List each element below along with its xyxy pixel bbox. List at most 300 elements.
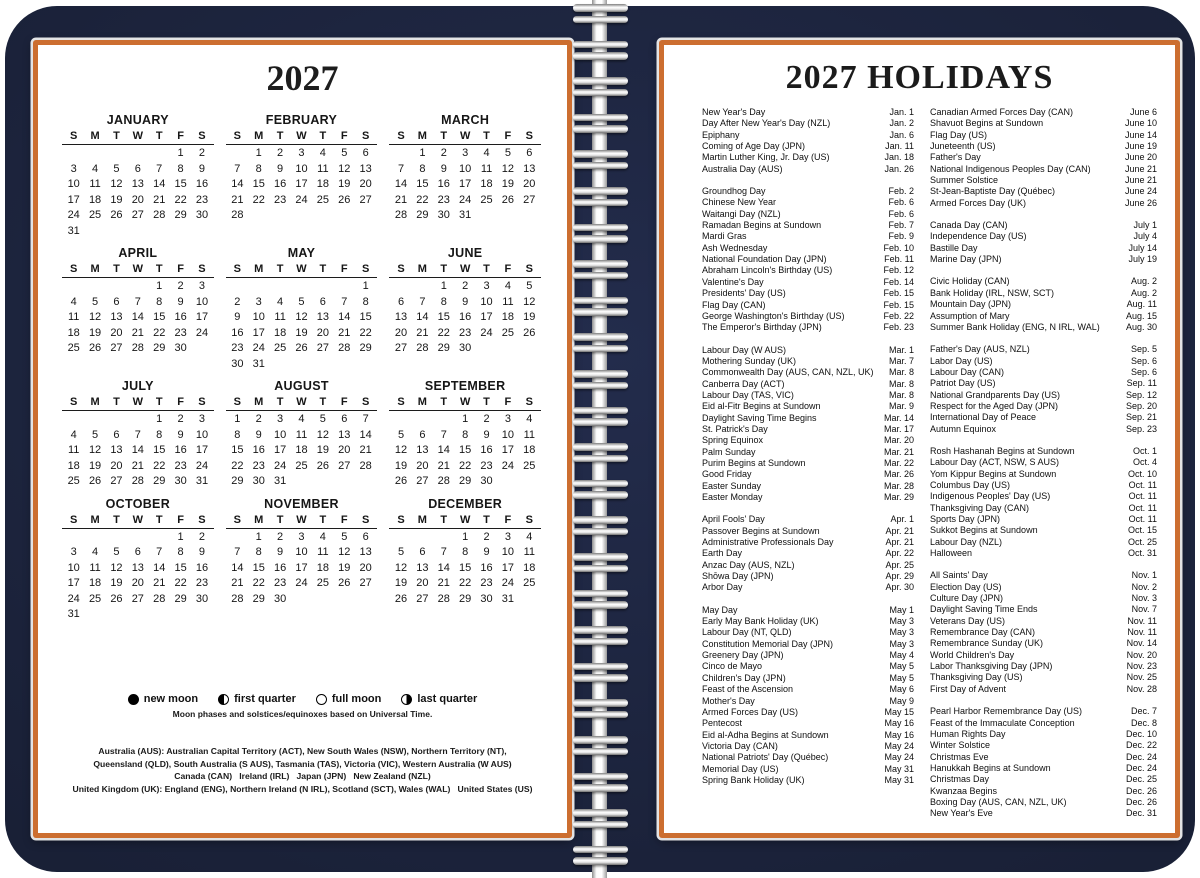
date-cell: 15 [153,311,166,323]
coil-bar [573,736,628,744]
date-cell: 6 [362,147,369,159]
date-cell: 8 [419,162,426,175]
date-grid [389,278,541,357]
holiday-name: George Washington's Birthday (US) [702,310,845,321]
weekday-letter: F [504,263,512,275]
holiday-name: Halloween [930,548,973,559]
holiday-month-group-december [930,706,1157,819]
date-cell: 21 [416,326,429,339]
date-grid [62,411,214,490]
holiday-name: Sukkot Begins at Sundown [930,525,1038,536]
date-cell: 29 [153,342,166,354]
holiday-row [702,696,914,707]
date-cell: 4 [483,147,490,159]
coil-bar [573,846,628,854]
coil-bar [573,125,628,133]
date-cell: 10 [480,295,493,308]
date-cell: 15 [153,444,166,456]
month-january [62,113,214,239]
weekday-letter: S [70,130,78,142]
weekday-letter: T [440,396,448,408]
holiday-row [930,661,1157,672]
holiday-month-group-september [930,344,1157,435]
holiday-row [930,175,1157,186]
holiday-row [702,311,914,322]
holiday-row [930,786,1157,797]
weekday-letter: S [525,513,533,526]
date-cell: 27 [110,475,123,487]
date-cell: 8 [156,295,163,308]
date-cell: 2 [198,147,206,159]
coil-bar [573,699,628,707]
holiday-row [930,378,1157,389]
date-cell: 25 [273,342,287,354]
holiday-name: Columbus Day (US) [930,479,1011,490]
date-cell: 29 [153,475,166,487]
date-cell: 2 [234,295,241,308]
coil-bar [573,150,628,158]
holiday-date: Apr. 1 [890,514,914,525]
weekday-letter: T [440,130,448,142]
holiday-name: Yom Kippur Begins at Sundown [930,468,1057,479]
holiday-date: June 24 [1124,186,1157,197]
holiday-row [930,141,1157,152]
empty-cell [227,146,248,162]
holiday-date: Aug. 2 [1130,287,1157,298]
month-title: NOVEMBER [264,496,339,511]
weekday-letter: T [113,513,120,526]
holiday-date: Mar. 26 [883,469,914,480]
holiday-name: National Patriots' Day (Québec) [702,752,829,763]
date-cell: 22 [359,326,372,339]
holiday-date: Aug. 15 [1125,310,1157,321]
empty-cell [519,341,540,357]
date-cell: 26 [501,193,515,206]
date-cell: 11 [317,162,329,175]
date-cell: 4 [70,428,77,441]
date-cell: 1 [440,280,447,292]
date-cell: 8 [440,295,447,308]
date-cell: 13 [359,162,372,175]
holiday-date: Mar. 14 [883,412,914,423]
holiday-row [930,446,1157,457]
date-cell: 23 [174,459,187,472]
holiday-name: Remembrance Sunday (UK) [930,638,1044,649]
date-cell: 24 [195,326,209,339]
holiday-row [930,570,1157,581]
date-cell: 15 [416,178,429,190]
weekday-letter: T [319,263,327,275]
date-cell: 29 [359,342,372,354]
weekday-letter: T [155,396,163,408]
weekday-letter: S [361,130,370,142]
date-cell: 7 [341,295,348,308]
date-cell: 1 [362,280,369,292]
date-cell: 16 [195,561,209,574]
date-cell: 24 [252,342,265,354]
holiday-name: Cinco de Mayo [702,661,763,672]
date-cell: 19 [110,193,123,206]
holiday-name: Coming of Age Day (JPN) [702,141,806,152]
holiday-name: Mountain Day (JPN) [930,299,1012,310]
date-cell: 20 [110,459,123,472]
holiday-date: Sep. 21 [1125,412,1157,423]
date-cell: 18 [88,577,102,589]
date-cell: 17 [459,178,472,190]
date-cell: 20 [416,577,429,589]
holiday-name: April Fools' Day [702,514,765,525]
weekday-letter: M [90,263,100,275]
holiday-name: Flag Day (CAN) [702,299,766,310]
date-cell: 12 [394,561,408,574]
holiday-name: Patriot Day (US) [930,378,996,389]
holiday-date: Jan. 11 [885,141,914,152]
empty-cell [84,412,105,428]
date-cell: 20 [338,444,351,456]
weekday-letter: S [70,263,78,275]
date-cell: 7 [440,428,447,441]
date-cell: 3 [198,280,206,292]
date-cell: 10 [501,428,515,441]
weekday-letter: T [440,513,448,526]
holiday-name: Labor Thanksgiving Day (JPN) [930,661,1053,672]
date-cell: 4 [319,530,326,543]
holiday-row [930,299,1157,310]
date-cell: 19 [394,577,408,589]
date-cell: 28 [394,209,408,221]
holiday-date: Nov. 3 [1131,593,1157,604]
date-cell: 19 [501,178,515,190]
empty-cell [269,279,290,295]
date-cell: 2 [277,530,284,543]
date-cell: 27 [394,342,408,354]
holiday-name: Commonwealth Day (AUS, CAN, NZL, UK) [702,367,874,378]
date-cell: 21 [131,459,144,472]
date-cell: 19 [338,561,351,574]
date-cell: 21 [437,577,450,589]
holiday-name: St-Jean-Baptiste Day (Québec) [930,186,1056,197]
holiday-date: Feb. 9 [888,231,914,242]
holidays-title: 2027 HOLIDAYS [785,59,1054,96]
weekday-letter: F [504,130,512,142]
holiday-date: Oct. 11 [1128,514,1157,524]
holiday-date: Mar. 8 [888,378,914,389]
date-cell: 1 [462,413,469,425]
holiday-row [930,186,1157,197]
holiday-name: Labour Day (ACT, NSW, S AUS) [930,457,1060,468]
holiday-month-group-november [930,570,1157,695]
date-cell: 14 [153,561,166,574]
date-cell: 18 [273,326,287,339]
month-title: MARCH [441,113,490,127]
holiday-date: Apr. 25 [885,559,914,570]
date-cell: 25 [501,326,515,339]
date-cell: 28 [231,592,244,605]
holiday-date: Nov. 1 [1131,570,1157,581]
holiday-name: National Grandparents Day (US) [930,389,1061,400]
holiday-name: Labor Day (US) [930,355,993,366]
date-cell: 29 [459,475,472,487]
coil-bar [573,187,628,195]
holiday-name: World Children's Day [930,649,1015,660]
holiday-row [702,141,914,152]
empty-cell [497,474,518,490]
weekday-letter: S [397,130,405,142]
empty-cell [149,224,170,240]
holiday-name: Christmas Day [930,774,990,785]
date-cell: 21 [153,577,166,589]
date-cell: 5 [319,413,326,425]
holiday-date: Sep. 12 [1125,389,1157,400]
holiday-name: New Year's Day [702,107,766,117]
date-cell: 14 [231,178,244,190]
date-cell: 24 [501,459,515,472]
holiday-row [930,706,1157,717]
date-cell: 13 [316,311,329,323]
date-cell: 13 [338,428,351,441]
holiday-row [930,616,1157,627]
weekday-letter: M [254,263,264,275]
holiday-name: Easter Monday [702,492,763,502]
date-cell: 10 [195,295,209,308]
weekday-header [226,514,378,529]
date-cell: 2 [198,530,206,543]
date-cell: 4 [298,413,305,425]
holiday-name: Pentecost [702,718,743,729]
holiday-name: Human Rights Day [930,728,1006,739]
weekday-letter: S [397,513,405,526]
holiday-name: Armed Forces Day (UK) [930,197,1027,208]
date-cell: 2 [483,530,490,543]
holiday-date: May 6 [889,684,914,695]
date-grid [226,145,378,224]
holiday-date: Apr. 21 [885,537,914,548]
date-cell: 12 [88,444,102,456]
empty-cell [170,224,191,240]
holiday-date: Feb. 12 [883,265,914,276]
holiday-month-group-january [702,107,914,175]
weekday-letter: M [254,513,264,526]
empty-cell [106,224,127,240]
holiday-row [702,764,914,775]
date-cell: 31 [195,475,209,487]
holiday-row [702,526,914,537]
date-cell: 16 [480,444,493,456]
coil-bar [573,821,628,829]
holiday-month-group-may [702,605,914,787]
empty-cell [355,474,376,490]
weekday-letter: S [233,513,242,526]
holiday-name: Veterans Day (US) [930,615,1006,626]
coil-bar [573,345,628,353]
holiday-row [930,164,1157,175]
holiday-date: Dec. 26 [1125,785,1157,796]
weekday-letter: F [177,513,184,526]
weekday-header [226,396,378,411]
date-cell: 7 [156,546,163,558]
date-cell: 29 [174,592,187,605]
weekday-letter: M [417,396,427,408]
holiday-name: Passover Begins at Sundown [702,525,820,536]
holiday-month-group-april [702,514,914,593]
holiday-row [702,537,914,548]
holiday-row [702,197,914,208]
holiday-row [930,752,1157,763]
date-cell: 3 [462,147,469,159]
holiday-row [702,684,914,695]
date-cell: 3 [198,413,206,425]
coil-bar [573,857,628,865]
weekday-letter: T [276,513,284,526]
date-cell: 6 [526,147,533,159]
holiday-row [930,593,1157,604]
holiday-date: July 1 [1133,220,1157,231]
moon-phase-label: new moon [143,693,199,705]
date-cell: 29 [437,342,450,354]
moon-legend [38,693,567,705]
coil-bar [573,407,628,415]
date-cell: 22 [174,577,187,589]
empty-cell [84,224,105,240]
holiday-row [930,254,1157,265]
date-cell: 10 [295,546,308,558]
weekday-letter: W [459,130,471,142]
empty-cell [248,208,269,224]
date-cell: 22 [459,577,472,589]
holiday-month-group-march [702,345,914,504]
holiday-row [930,424,1157,435]
holiday-name: Good Friday [702,469,752,480]
holiday-date: Dec. 24 [1125,751,1157,762]
holiday-row [930,276,1157,287]
holiday-row [930,118,1157,129]
weekday-letter: S [233,130,242,142]
weekday-letter: T [319,513,327,526]
date-cell: 1 [177,530,184,543]
date-cell: 15 [231,444,244,456]
weekday-letter: S [525,396,533,408]
holiday-row [930,412,1157,423]
month-august [226,379,378,490]
holiday-row [930,650,1157,661]
holiday-name: Canada Day (CAN) [930,220,1008,231]
holiday-name: Daylight Saving Time Ends [930,604,1038,615]
date-cell: 27 [359,577,372,589]
date-cell: 19 [88,459,102,472]
date-cell: 28 [338,342,351,354]
coil-bar [573,199,628,207]
date-cell: 30 [480,475,493,487]
date-cell: 3 [483,280,490,292]
holiday-date: Mar. 8 [888,389,914,400]
weekday-letter: W [296,396,307,408]
month-title: APRIL [118,246,158,260]
weekday-letter: F [504,396,512,408]
moon-legend-item [128,693,198,705]
moon-legend-item [401,693,477,705]
date-cell: 8 [462,546,469,558]
date-cell: 17 [195,311,209,323]
date-cell: 20 [316,326,329,339]
date-cell: 28 [153,592,166,605]
holiday-name: Father's Day [930,152,981,163]
empty-cell [412,279,433,295]
holiday-name: Eid al-Adha Begins at Sundown [702,729,829,740]
date-cell: 17 [273,444,287,456]
date-cell: 30 [174,475,187,487]
date-cell: 31 [501,592,515,605]
date-cell: 28 [231,209,244,221]
holiday-date: Nov. 28 [1126,683,1157,694]
date-cell: 31 [67,608,80,620]
holiday-name: Memorial Day (US) [702,763,779,774]
holiday-name: Shavuot Begins at Sundown [930,118,1044,129]
holidays-columns [702,107,1157,823]
weekday-letter: S [198,396,206,408]
weekday-letter: S [361,396,370,408]
date-cell: 18 [67,326,80,339]
holiday-row [930,457,1157,468]
month-june [389,246,541,372]
date-cell: 1 [255,147,262,159]
holiday-date: Nov. 23 [1126,661,1157,672]
empty-cell [433,530,454,546]
holiday-row [930,525,1157,536]
empty-cell [519,208,540,224]
holiday-date: Dec. 24 [1125,762,1157,773]
date-cell: 18 [316,178,329,190]
weekday-letter: F [177,396,184,408]
coil-bar [573,333,628,341]
moon-block [38,693,567,719]
holiday-date: May 1 [889,604,914,615]
date-cell: 21 [359,444,372,456]
date-cell: 30 [480,592,493,605]
empty-cell [106,607,127,623]
holiday-name: Spring Bank Holiday (UK) [702,774,805,785]
empty-cell [412,412,433,428]
first-quarter-icon [218,694,229,705]
weekday-letter: S [198,263,206,275]
holiday-row [702,469,914,480]
moon-phase-label: last quarter [417,693,478,705]
date-cell: 10 [459,162,472,175]
date-cell: 9 [234,311,241,323]
date-cell: 28 [416,342,429,354]
date-cell: 26 [110,209,123,221]
holiday-date: May 31 [884,763,914,774]
weekday-letter: S [397,263,405,275]
date-cell: 6 [113,428,120,441]
holiday-row [702,775,914,786]
date-cell: 9 [255,428,262,441]
date-cell: 16 [252,444,265,456]
holiday-row [930,107,1157,118]
weekday-header [226,130,378,145]
date-cell: 18 [523,444,536,456]
date-cell: 12 [110,178,123,190]
holiday-date: June 6 [1129,107,1157,117]
date-cell: 1 [234,413,241,425]
holiday-name: Chinese New Year [702,197,777,208]
date-cell: 9 [483,428,490,441]
holiday-date: May 3 [889,638,914,649]
holiday-name: Early May Bank Holiday (UK) [702,616,819,627]
holiday-name: Feast of the Ascension [702,684,794,695]
date-grid [389,529,541,608]
date-cell: 12 [338,546,351,558]
date-cell: 22 [437,326,450,339]
